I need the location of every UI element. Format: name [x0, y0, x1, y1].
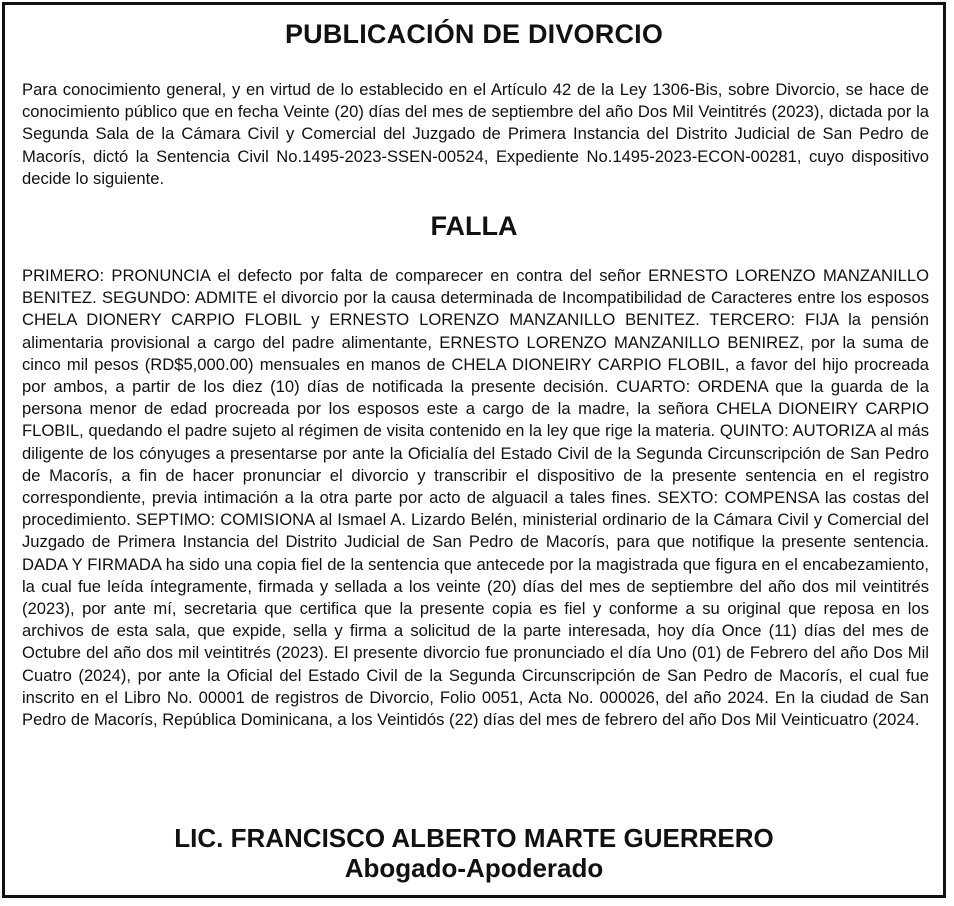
section-heading: FALLA: [430, 211, 518, 241]
intro-paragraph: Para conocimiento general, y en virtud de lo establecido en el Artículo 42 de la Ley 1306-Bis, sobre Divorcio, se hace de conocimiento público que en fecha Veinte (20) días del mes de septiembre del año Dos Mil Veintitrés (2023), dictada por la Segunda Sala de la Cámara Civil y Comercial del Juzgado de Primera Instancia del Distrito Judicial de San Pedro de Macorís, dictó la Sentencia Civil No.1495-2023-SSEN-00524, Expediente No.1495-2023-ECON-00281, cuyo dispositivo decide lo siguiente.: [22, 80, 929, 188]
signer-name: LIC. FRANCISCO ALBERTO MARTE GUERRERO: [174, 823, 774, 853]
signer-role: Abogado-Apoderado: [344, 853, 604, 883]
notice-title: PUBLICACIÓN DE DIVORCIO: [284, 19, 664, 49]
notice-frame: [2, 2, 946, 898]
signature-block: [5, 823, 943, 883]
dispositive-paragraph: PRIMERO: PRONUNCIA el defecto por falta de comparecer en contra del señor ERNESTO LORENZO MANZANILLO BENITEZ. SEGUNDO: ADMITE el divorcio por la causa determinada de Incompatibilidad de Caracteres entre los esposos CHELA DIONERY CARPIO FLOBIL y ERNESTO LORENZO MANZANILLO BENITEZ. TERCERO: FIJA la pensión alimentaria provisional a cargo del padre alimentante, ERNESTO LORENZO MANZANILLO BENIREZ, por la suma de cinco mil pesos (RD$5,000.00) mensuales en manos de CHELA DIONEIRY CARPIO FLOBIL, a favor del hijo procreada por ambos, a partir de los diez (10) días de notificada la presente decisión. CUARTO: ORDENA que la guarda de la persona menor de edad procreada por los esposos este a cargo de la madre, la señora CHELA DIONEIRY CARPIO FLOBIL, quedando el padre sujeto al régimen de visita contenido en la ley que rige la materia. QUINTO: AUTORIZA al más diligente de los cónyuges a presentarse por ante la Oficialía del Estado Civil de la Segunda Circunscripción de San Pedro de Macorís, a fin de hacer pronunciar el divorcio y transcribir el dispositivo de la presente sentencia en el registro correspondiente, previa intimación a la otra parte por acto de alguacil a tales fines. SEXTO: COMPENSA las costas del procedimiento. SEPTIMO: COMISIONA al Ismael A. Lizardo Belén, ministerial ordinario de la Cámara Civil y Comercial del Juzgado de Primera Instancia del Distrito Judicial de San Pedro de Macorís, para que notifique la presente sentencia. DADA Y FIRMADA ha sido una copia fiel de la sentencia que antecede por la magistrada que figura en el encabezamiento, la cual fue leída íntegramente, firmada y sellada a los veinte (20) días del mes de septiembre del año dos mil veintitrés (2023), por ante mí, secretaria que certifica que la presente copia es fiel y conforme a su original que reposa en los archivos de esta sala, que expide, sella y firma a solicitud de la parte interesada, hoy día Once (11) días del mes de Octubre del año dos mil veintitrés (2023). El presente divorcio fue pronunciado el día Uno (01) de Febrero del año Dos Mil Cuatro (2024), por ante la Oficial del Estado Civil de la Segunda Circunscripción de San Pedro de Macorís, el cual fue inscrito en el Libro No. 00001 de registros de Divorcio, Folio 0051, Acta No. 000026, del año 2024. En la ciudad de San Pedro de Macorís, República Dominicana, a los Veintidós (22) días del mes de febrero del año Dos Mil Veinticuatro (2024.: [22, 266, 929, 730]
